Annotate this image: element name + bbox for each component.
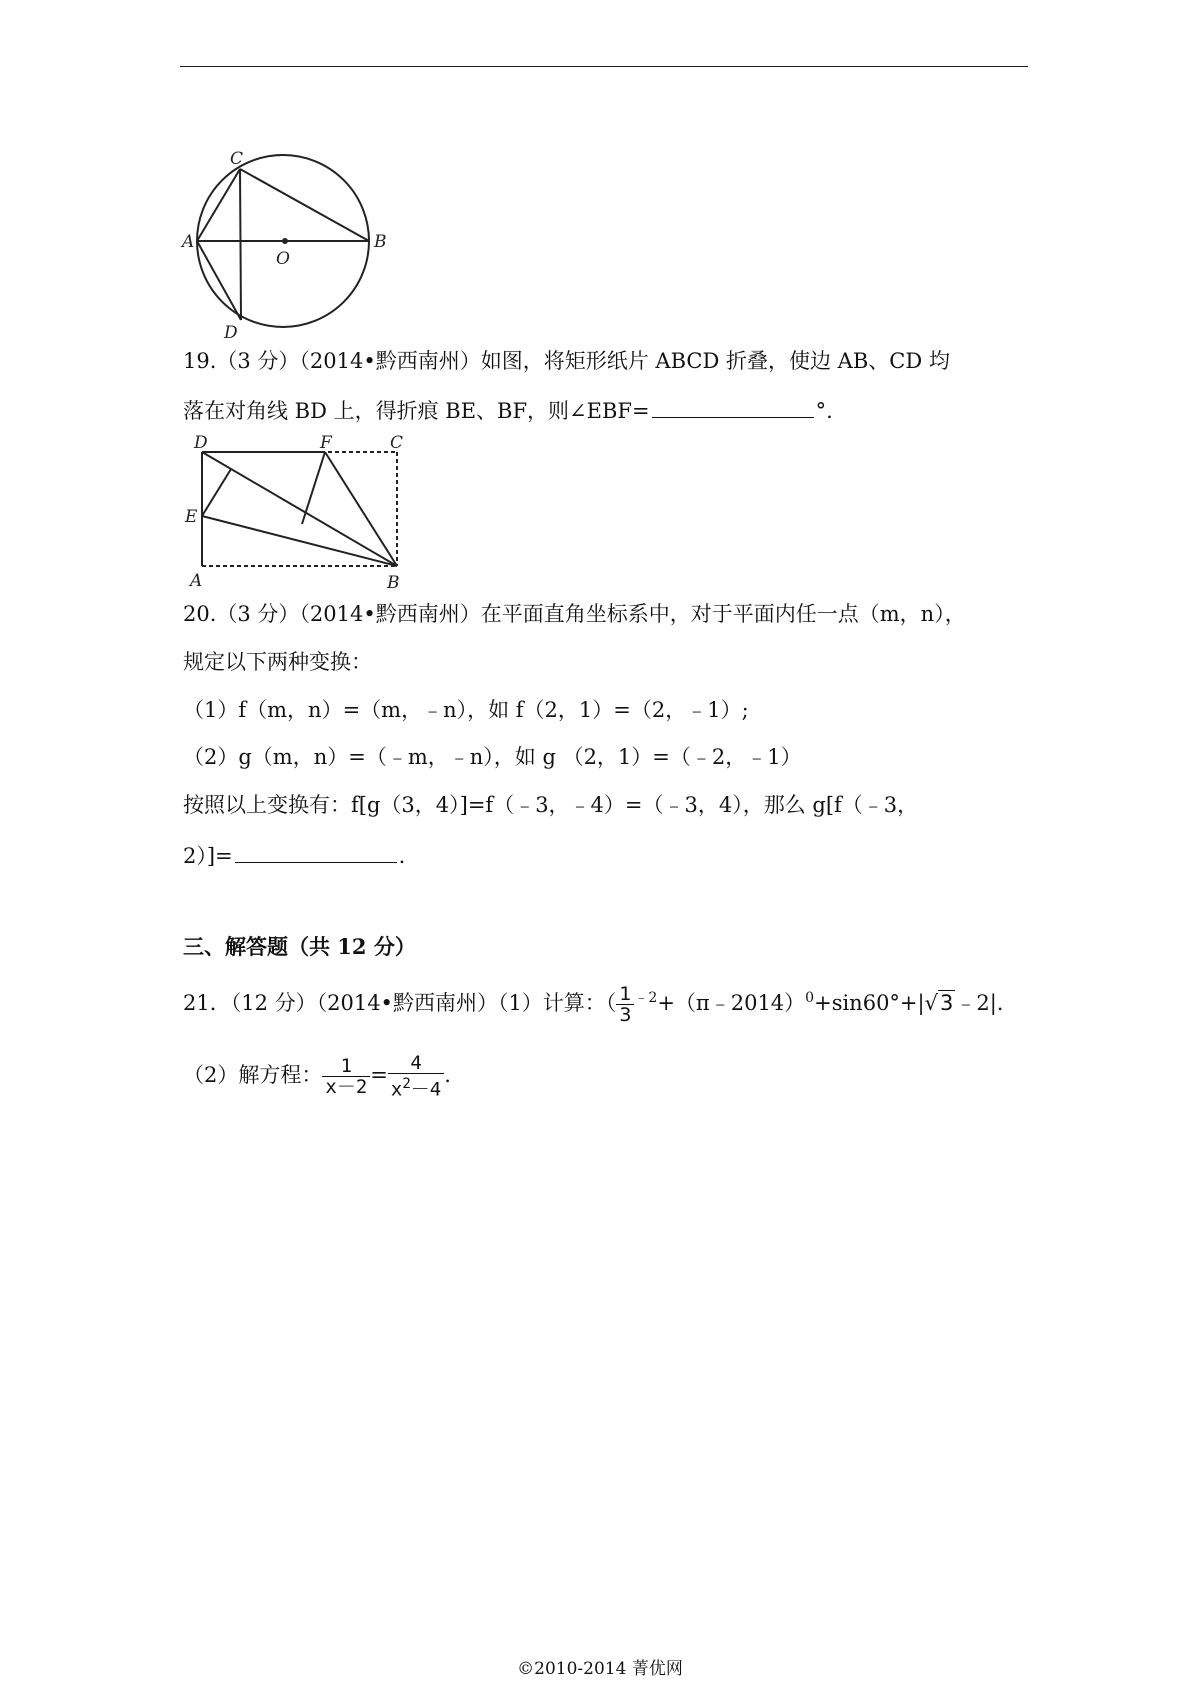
- circle-figure: [180, 140, 410, 340]
- center-point: [282, 238, 288, 244]
- label-a: A: [190, 571, 203, 591]
- crease-fb: [325, 452, 397, 566]
- diagonal-db: [202, 452, 397, 566]
- fold-f: [302, 452, 325, 524]
- answer-blank-19: [652, 395, 814, 418]
- q19-line2-end: °.: [815, 399, 833, 423]
- label-a: A: [182, 232, 195, 252]
- sqrt-symbol: √: [924, 991, 938, 1015]
- label-d: D: [194, 433, 208, 453]
- exponent-neg2: ﹣2: [634, 990, 658, 1006]
- q20-line6-end: .: [398, 844, 406, 868]
- q20-line6: [183, 840, 405, 870]
- fraction-den: 3: [619, 1004, 632, 1026]
- fraction-num: 1: [616, 984, 634, 1005]
- fraction-left: [322, 1056, 370, 1097]
- q20-line2: 规定以下两种变换：: [183, 650, 372, 674]
- label-d: D: [224, 323, 238, 340]
- answer-blank-20: [235, 840, 397, 863]
- q20-line1: 20.（3 分）（2014•黔西南州）在平面直角坐标系中，对于平面内任一点（m，n），: [183, 602, 966, 626]
- footer-copyright: ©2010-2014 菁优网: [517, 1659, 683, 1679]
- exponent-zero: 0: [805, 990, 815, 1006]
- right-den-tail: －4: [410, 1078, 442, 1101]
- q21-prefix: 21．（12 分）（2014•黔西南州）（1）计算：（: [183, 991, 617, 1015]
- left-num: 1: [322, 1056, 370, 1077]
- right-num: 4: [388, 1053, 444, 1074]
- label-b: B: [387, 573, 400, 592]
- left-den: x－2: [325, 1076, 368, 1098]
- label-e: E: [185, 507, 198, 527]
- q21-part2: [183, 1050, 451, 1100]
- equation-end: .: [444, 1063, 451, 1087]
- q20-line4: （2）g（m，n）=（﹣m，﹣n），如 g （2，1）=（﹣2，﹣1）: [183, 745, 802, 769]
- chord-ac: [197, 169, 240, 241]
- q21-part1: [183, 976, 1004, 1025]
- fraction-one-third: [616, 984, 634, 1025]
- header-rule: [180, 66, 1028, 67]
- q19-line2-text: 落在对角线 BD 上，得折痕 BE、BF，则∠EBF=: [183, 399, 650, 423]
- label-f: F: [320, 433, 332, 453]
- label-c: C: [390, 433, 404, 453]
- chord-cb: [240, 169, 369, 241]
- sqrt-radicand: 3: [940, 991, 954, 1015]
- q20-line6-text: 2）]=: [183, 844, 233, 868]
- fold-e: [202, 469, 231, 516]
- right-den-exp: 2: [402, 1076, 411, 1093]
- chord-ad: [197, 241, 241, 320]
- q20-line5: 按照以上变换有：f[g（3，4）]=f（﹣3，﹣4）=（﹣3，4），那么 g[f（﹣3，: [183, 793, 919, 817]
- crease-eb: [202, 516, 397, 566]
- label-o: O: [276, 249, 290, 269]
- right-den: [388, 1074, 444, 1099]
- label-b: B: [374, 232, 387, 252]
- q19-line1: 19.（3 分）（2014•黔西南州）如图，将矩形纸片 ABCD 折叠，使边 AB、CD 均: [183, 349, 950, 373]
- q21-mid: +（π﹣2014）: [657, 991, 806, 1015]
- chord-cd: [240, 169, 241, 320]
- q19-line2: [183, 395, 833, 425]
- rectangle-figure: [180, 432, 410, 592]
- fraction-right: [388, 1053, 444, 1099]
- q20-line3: （1）f（m，n）=（m，﹣n），如 f（2，1）=（2，﹣1）;: [183, 698, 749, 722]
- q21-tail: +sin60°+|: [814, 991, 925, 1015]
- section-heading: 三、解答题（共 12 分）: [183, 934, 416, 959]
- right-den-base: x: [390, 1078, 403, 1101]
- q21-part2-label: （2）解方程：: [183, 1063, 323, 1087]
- equals-sign: =: [370, 1063, 388, 1087]
- label-c: C: [230, 149, 244, 169]
- q21-end: ﹣2|.: [955, 991, 1004, 1015]
